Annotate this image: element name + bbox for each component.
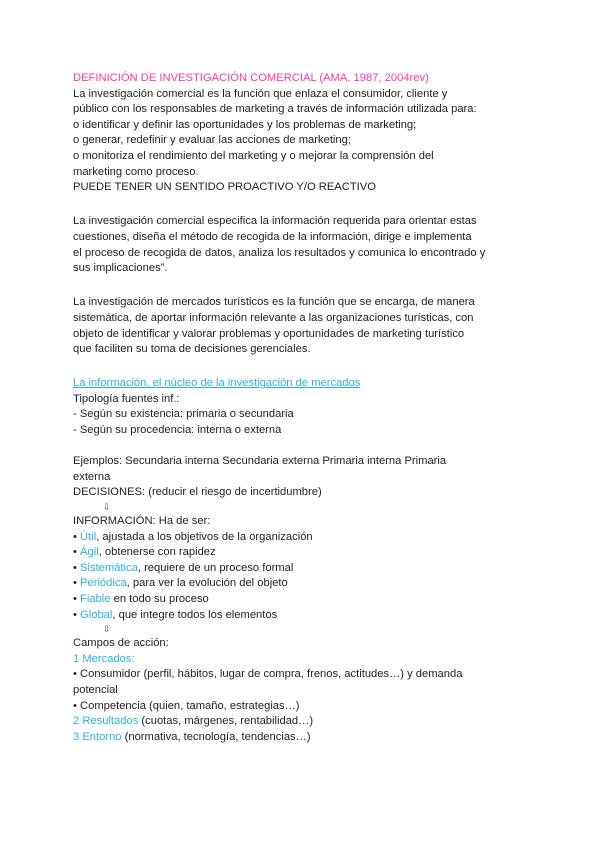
information-term: Periódica bbox=[80, 577, 127, 590]
information-item bbox=[73, 545, 543, 561]
spacer bbox=[73, 439, 543, 455]
bullet: • bbox=[73, 546, 81, 559]
information-item bbox=[73, 530, 543, 546]
paragraph-line: el proceso de recogida de datos, analiza los resultados y comunica lo encontrado y bbox=[73, 246, 486, 259]
field-environment-title: 3 Entorno bbox=[73, 730, 122, 743]
typology-heading: Tipología fuentes inf.: bbox=[73, 392, 180, 405]
field-markets-item: • Competencia (quien, tamaño, estrategias…) bbox=[73, 699, 300, 712]
paragraph-line: objeto de identificar y valorar problemas y oportunidades de marketing turístico bbox=[73, 327, 465, 340]
examples-line: externa bbox=[73, 470, 111, 483]
paragraph-line: que faciliten su toma de decisiones gerenciales. bbox=[73, 343, 311, 356]
information-term: Ágil bbox=[80, 546, 99, 559]
field-results-desc: (cuotas, márgenes, rentabilidad…) bbox=[138, 715, 314, 728]
paragraph-line: sistemática, de aportar información relevante a las organizaciones turísticas, con bbox=[73, 311, 474, 324]
information-desc: , que integre todos los elementos bbox=[112, 608, 278, 621]
spacer bbox=[73, 358, 543, 374]
information-desc: , requiere de un proceso formal bbox=[137, 561, 294, 574]
information-desc: , para ver la evolución del objeto bbox=[126, 577, 288, 590]
information-term: Sistemática bbox=[80, 561, 138, 574]
decisions-line: DECISIONES: (reducir el riesgo de incertidumbre) bbox=[73, 486, 322, 499]
definition-line: La investigación comercial es la función que enlaza el consumidor, cliente y bbox=[73, 87, 448, 100]
fields-heading: Campos de acción: bbox=[73, 637, 169, 650]
information-item bbox=[73, 576, 543, 592]
definition-line: PUEDE TENER UN SENTIDO PROACTIVO Y/O REACTIVO bbox=[73, 181, 376, 194]
information-term: Fiable bbox=[80, 593, 111, 605]
information-desc: en todo su proceso bbox=[110, 593, 209, 605]
definition-line: o identificar y definir las oportunidades y los problemas de marketing; bbox=[73, 118, 417, 131]
paragraph-line: La investigación comercial especifica la información requerida para orientar estas bbox=[73, 215, 477, 228]
information-term: Global bbox=[80, 608, 113, 621]
spacer bbox=[73, 277, 543, 293]
bullet: • bbox=[73, 593, 81, 605]
field-environment bbox=[73, 730, 543, 746]
examples-line: Ejemplos: Secundaria interna Secundaria externa Primaria interna Primaria bbox=[73, 455, 447, 468]
section-title-definition: DEFINICIÓN DE INVESTIGACIÓN COMERCIAL (AMA, 1987, 2004rev) bbox=[73, 72, 429, 84]
down-arrow-icon: ⇩ bbox=[103, 502, 111, 513]
information-desc: , obtenerse con rapidez bbox=[98, 546, 216, 559]
information-term: Útil bbox=[80, 530, 97, 543]
paragraph-line: La investigación de mercados turísticos es la función que se encarga, de manera bbox=[73, 296, 475, 309]
information-item bbox=[73, 608, 543, 624]
field-results-title: 2 Resultados bbox=[73, 715, 139, 728]
spacer bbox=[73, 196, 543, 212]
field-results bbox=[73, 714, 543, 730]
typology-item: - Según su existencia: primaria o secundaria bbox=[73, 408, 294, 421]
bullet: • bbox=[73, 530, 81, 543]
paragraph-line: sus implicaciones”. bbox=[73, 262, 168, 275]
definition-line: o monitoriza el rendimiento del marketing y o mejorar la comprensión del bbox=[73, 149, 434, 162]
information-item bbox=[73, 561, 543, 577]
information-desc: , ajustada a los objetivos de la organización bbox=[96, 530, 313, 543]
paragraph-line: cuestiones, diseña el método de recogida de la información, dirige e implementa bbox=[73, 230, 472, 243]
definition-line: o generar, redefinir y evaluar las acciones de marketing; bbox=[73, 134, 351, 147]
definition-line: marketing como proceso. bbox=[73, 165, 199, 178]
bullet: • bbox=[73, 561, 81, 574]
field-environment-desc: (normativa, tecnología, tendencias…) bbox=[121, 730, 311, 743]
down-arrow-icon: ⇩ bbox=[103, 624, 111, 635]
bullet: • bbox=[73, 577, 81, 590]
information-item bbox=[73, 592, 543, 608]
document-page bbox=[73, 71, 543, 745]
typology-item: - Según su procedencia: interna o externa bbox=[73, 424, 282, 437]
information-heading: INFORMACIÓN: Ha de ser: bbox=[73, 515, 211, 528]
definition-line: público con los responsables de marketing a través de información utilizada para: bbox=[73, 103, 477, 116]
section-title-information: La información, el núcleo de la investigación de mercados bbox=[73, 377, 361, 390]
field-markets-title: 1 Mercados: bbox=[73, 652, 135, 665]
field-markets-item: potencial bbox=[73, 683, 118, 696]
field-markets-item: • Consumidor (perfil, hábitos, lugar de compra, frenos, actitudes…) y demanda bbox=[73, 668, 463, 681]
bullet: • bbox=[73, 608, 81, 621]
